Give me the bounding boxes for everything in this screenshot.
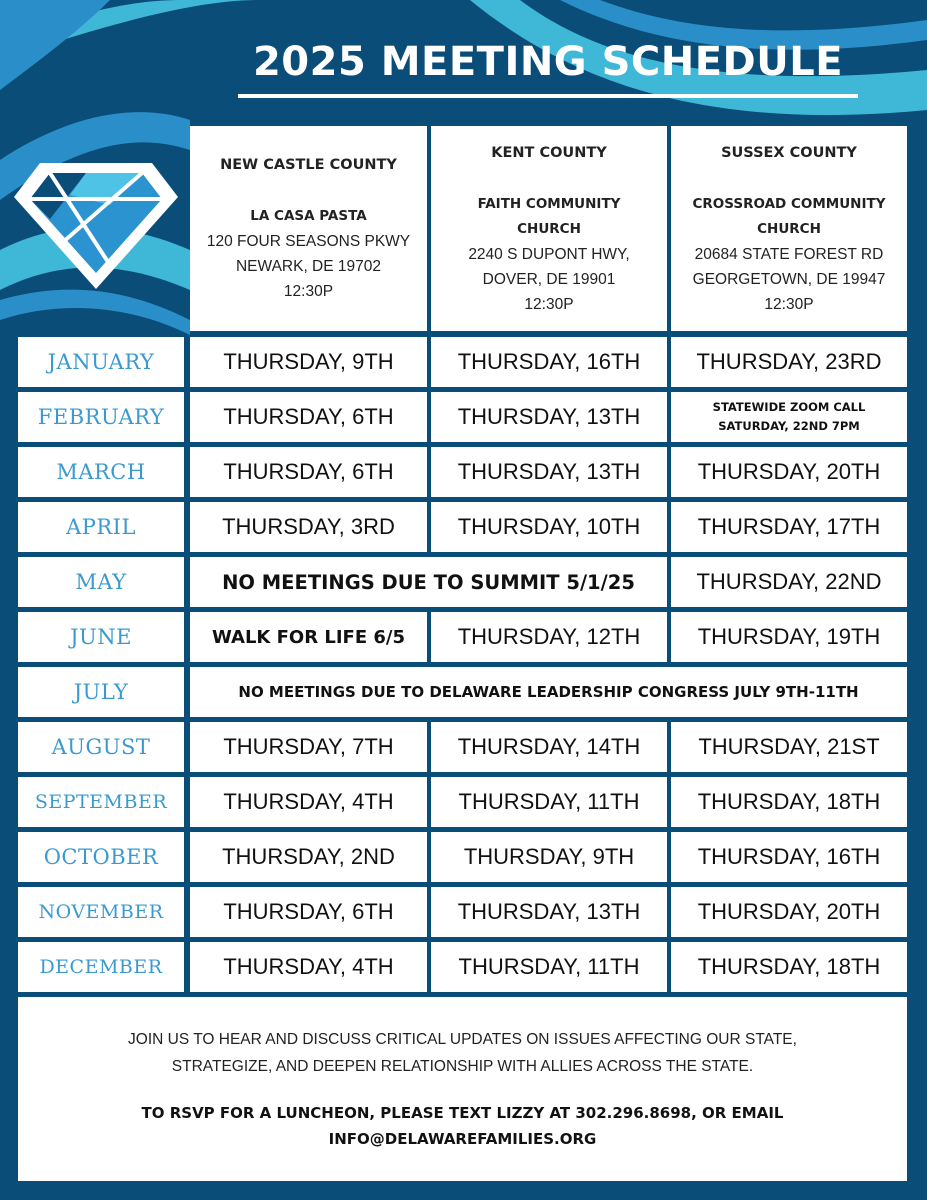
venue-name: FAITH COMMUNITY CHURCH	[477, 195, 621, 237]
venue-city: NEWARK, DE 19702	[235, 258, 381, 275]
date-cell-kent: THURSDAY, 13TH	[431, 887, 667, 937]
june-walk-for-life-note: WALK FOR LIFE 6/5	[190, 612, 427, 662]
venue-address: 120 FOUR SEASONS PKWY	[206, 233, 411, 250]
month-november: NOVEMBER	[18, 887, 184, 937]
date-cell-sussex-zoom	[671, 392, 907, 442]
date-cell-new-castle: THURSDAY, 6TH	[190, 447, 427, 497]
date-cell-new-castle: THURSDAY, 3RD	[190, 502, 427, 552]
county-header-sussex	[671, 126, 907, 331]
meeting-time: 12:30P	[283, 283, 334, 300]
month-december: DECEMBER	[18, 942, 184, 992]
date-cell-sussex: THURSDAY, 20TH	[671, 887, 907, 937]
date-cell-new-castle: THURSDAY, 6TH	[190, 392, 427, 442]
month-august: AUGUST	[18, 722, 184, 772]
meeting-time: 12:30P	[524, 295, 574, 313]
date-cell-kent: THURSDAY, 11TH	[431, 942, 667, 992]
date-cell-sussex: THURSDAY, 19TH	[671, 612, 907, 662]
date-cell-sussex: THURSDAY, 21ST	[671, 722, 907, 772]
date-cell-new-castle: THURSDAY, 4TH	[190, 777, 427, 827]
diamond-logo-icon	[10, 155, 182, 293]
county-name: NEW CASTLE COUNTY	[220, 157, 397, 173]
date-cell-sussex: THURSDAY, 23RD	[671, 337, 907, 387]
date-cell-kent: THURSDAY, 11TH	[431, 777, 667, 827]
county-name: SUSSEX COUNTY	[721, 144, 857, 161]
date-cell-kent: THURSDAY, 12TH	[431, 612, 667, 662]
date-cell-new-castle: THURSDAY, 6TH	[190, 887, 427, 937]
venue-name: CROSSROAD COMMUNITY CHURCH	[692, 195, 886, 237]
month-april: APRIL	[18, 502, 184, 552]
date-cell-new-castle: THURSDAY, 2ND	[190, 832, 427, 882]
month-june: JUNE	[18, 612, 184, 662]
zoom-call-label: STATEWIDE ZOOM CALL	[712, 400, 866, 414]
date-cell-kent: THURSDAY, 13TH	[431, 392, 667, 442]
date-cell-sussex: THURSDAY, 18TH	[671, 777, 907, 827]
date-cell-sussex: THURSDAY, 17TH	[671, 502, 907, 552]
venue-city: GEORGETOWN, DE 19947	[692, 270, 886, 288]
rsvp-email: INFO@DELAWAREFAMILIES.ORG	[328, 1130, 597, 1148]
zoom-call-date: SATURDAY, 22ND 7PM	[718, 419, 860, 433]
date-cell-sussex: THURSDAY, 16TH	[671, 832, 907, 882]
county-header-new-castle	[190, 126, 427, 331]
date-cell-new-castle: THURSDAY, 9TH	[190, 337, 427, 387]
date-cell-kent: THURSDAY, 10TH	[431, 502, 667, 552]
footer-description-line-2: STRATEGIZE, AND DEEPEN RELATIONSHIP WITH ALLIES ACROSS THE STATE.	[171, 1058, 754, 1075]
month-january: JANUARY	[18, 337, 184, 387]
county-header-kent	[431, 126, 667, 331]
july-no-meeting-note: NO MEETINGS DUE TO DELAWARE LEADERSHIP CONGRESS JULY 9TH-11TH	[190, 667, 907, 717]
date-cell-kent: THURSDAY, 14TH	[431, 722, 667, 772]
month-march: MARCH	[18, 447, 184, 497]
footer-description-line-1: JOIN US TO HEAR AND DISCUSS CRITICAL UPDATES ON ISSUES AFFECTING OUR STATE,	[128, 1031, 797, 1048]
footer-info-box	[18, 997, 907, 1181]
venue-name: LA CASA PASTA	[250, 208, 367, 224]
meeting-time: 12:30P	[764, 295, 814, 313]
month-october: OCTOBER	[18, 832, 184, 882]
may-no-meeting-note: NO MEETINGS DUE TO SUMMIT 5/1/25	[190, 557, 667, 607]
month-may: MAY	[18, 557, 184, 607]
venue-address: 20684 STATE FOREST RD	[694, 245, 884, 263]
date-cell-new-castle: THURSDAY, 7TH	[190, 722, 427, 772]
date-cell-sussex: THURSDAY, 22ND	[671, 557, 907, 607]
month-september: SEPTEMBER	[18, 777, 184, 827]
county-name: KENT COUNTY	[491, 144, 607, 161]
venue-address: 2240 S DUPONT HWY,	[468, 245, 630, 263]
date-cell-kent: THURSDAY, 16TH	[431, 337, 667, 387]
date-cell-new-castle: THURSDAY, 4TH	[190, 942, 427, 992]
date-cell-kent: THURSDAY, 13TH	[431, 447, 667, 497]
rsvp-instructions: TO RSVP FOR A LUNCHEON, PLEASE TEXT LIZZY AT 302.296.8698, OR EMAIL	[141, 1104, 784, 1122]
month-july: JULY	[18, 667, 184, 717]
month-february: FEBRUARY	[18, 392, 184, 442]
date-cell-sussex: THURSDAY, 20TH	[671, 447, 907, 497]
venue-city: DOVER, DE 19901	[482, 270, 616, 288]
date-cell-sussex: THURSDAY, 18TH	[671, 942, 907, 992]
page-title: 2025 MEETING SCHEDULE	[238, 34, 858, 98]
date-cell-kent: THURSDAY, 9TH	[431, 832, 667, 882]
